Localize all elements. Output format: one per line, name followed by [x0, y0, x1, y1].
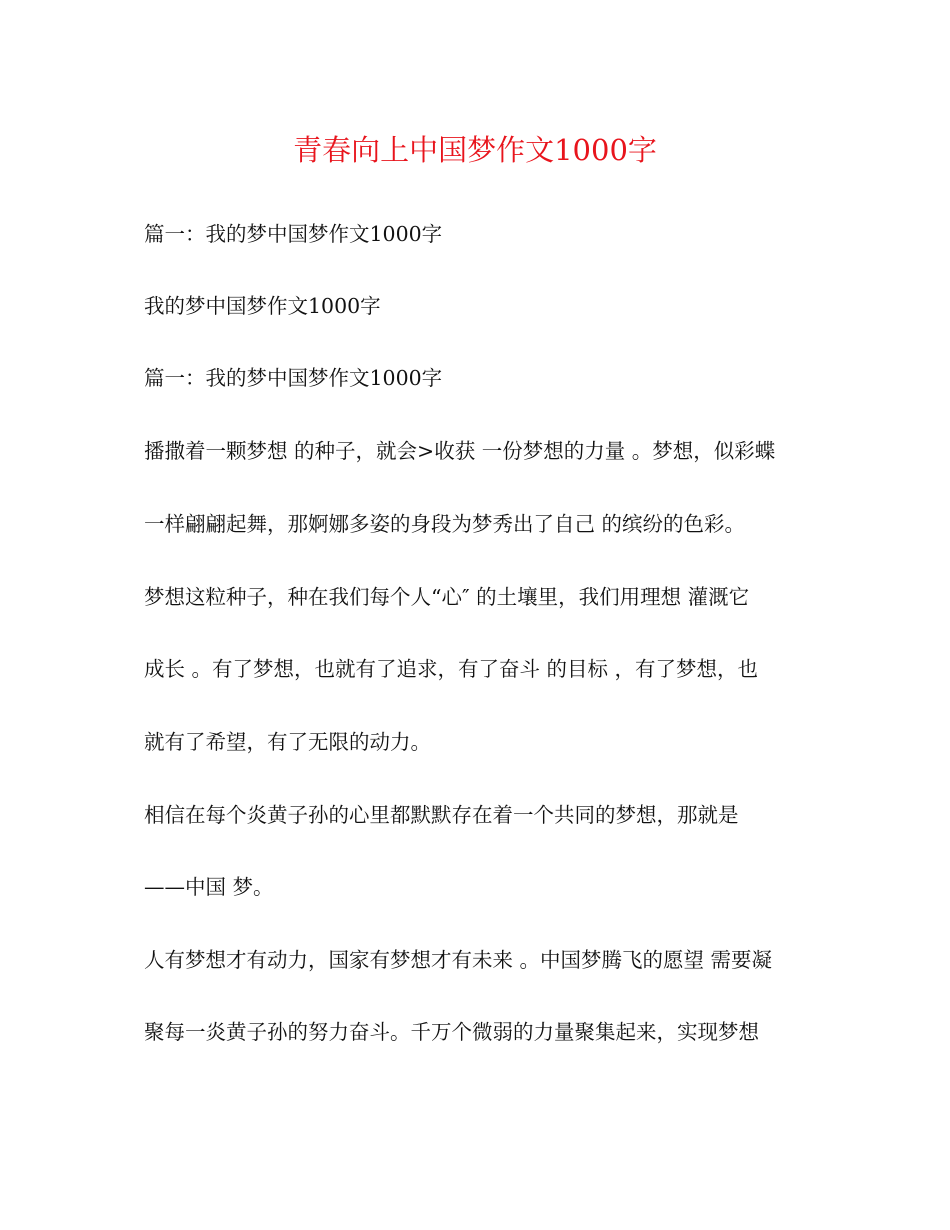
paragraph-line: 人有梦想才有动力，国家有梦想才有未来 。中国梦腾飞的愿望 需要凝	[144, 948, 773, 972]
document-title: 青春向上中国梦作文1000字	[293, 133, 657, 167]
paragraph-line: 相信在每个炎黄子孙的心里都默默存在着一个共同的梦想，那就是	[144, 803, 739, 827]
paragraph-line: 就有了希望，有了无限的动力。	[144, 730, 431, 754]
section-heading: 篇一：我的梦中国梦作文1000字	[144, 222, 443, 246]
paragraph-line: ——中国 梦。	[144, 875, 274, 899]
section-heading: 篇一：我的梦中国梦作文1000字	[144, 366, 443, 390]
paragraph-line: 一样翩翩起舞，那婀娜多姿的身段为梦秀出了自己 的缤纷的色彩。	[144, 512, 746, 536]
subtitle-line: 我的梦中国梦作文1000字	[144, 294, 381, 318]
paragraph-line: 成长 。有了梦想，也就有了追求，有了奋斗 的目标 ，有了梦想，也	[144, 657, 759, 681]
paragraph-line: 梦想这粒种子，种在我们每个人“心″ 的土壤里，我们用理想 灌溉它	[144, 585, 750, 609]
paragraph-line: 播撒着一颗梦想 的种子，就会>收获 一份梦想的力量 。梦想，似彩蝶	[144, 439, 776, 463]
paragraph-line: 聚每一炎黄子孙的努力奋斗。千万个微弱的力量聚集起来，实现梦想	[144, 1020, 759, 1044]
